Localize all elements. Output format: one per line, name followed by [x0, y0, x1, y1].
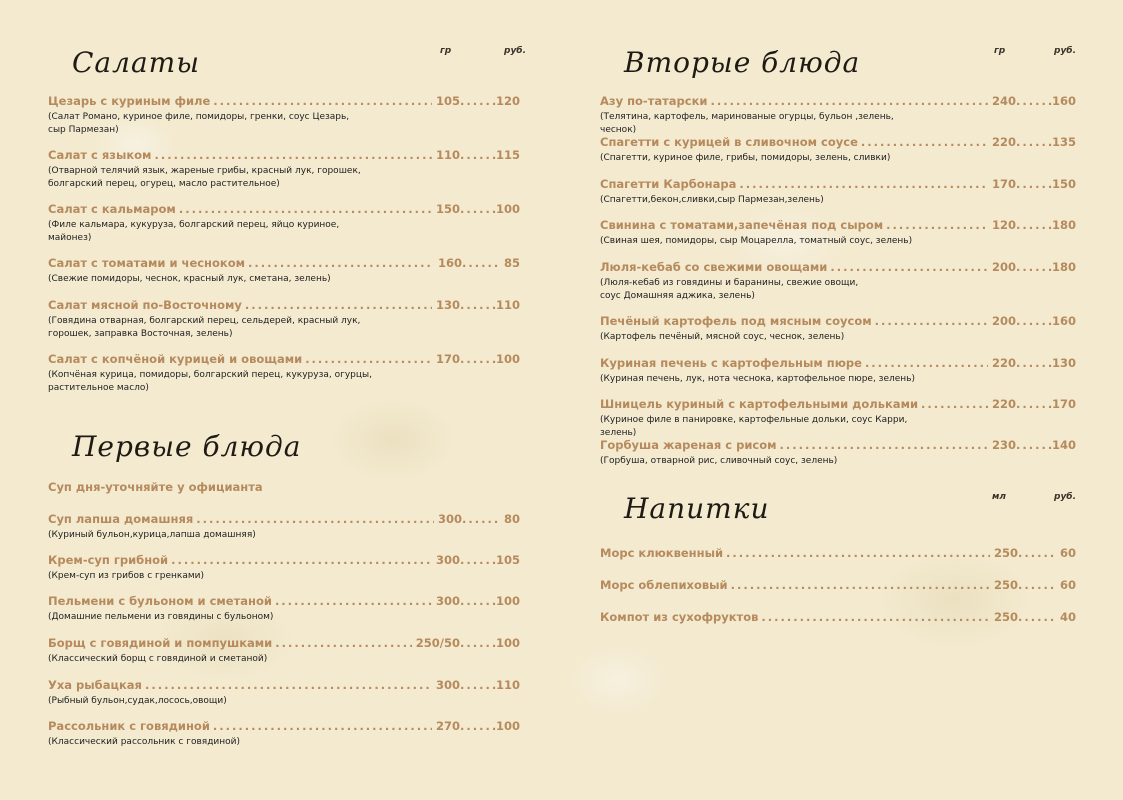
- item-description: (Классический борщ с говядиной и сметаной): [48, 654, 268, 664]
- item-name: Салат с томатами и чесноком: [48, 256, 246, 270]
- item-price: 100: [495, 719, 520, 733]
- item-description: (Картофель печёный, мясной соус, чеснок, зелень): [600, 332, 845, 342]
- item-weight: 170: [991, 177, 1016, 191]
- menu-item: [48, 298, 520, 341]
- item-price: 115: [495, 148, 520, 162]
- item-price: 150: [1051, 177, 1076, 191]
- soup-of-day-text: Суп дня-уточняйте у официанта: [48, 480, 263, 494]
- item-price: 80: [503, 512, 520, 526]
- item-name: Суп лапша домашняя: [48, 512, 194, 526]
- item-weight: 240: [991, 94, 1016, 108]
- item-weight: 130: [435, 298, 460, 312]
- item-name: Печёный картофель под мясным соусом: [600, 314, 872, 328]
- item-weight: 120: [991, 218, 1016, 232]
- item-name: Люля-кебаб со свежими овощами: [600, 260, 828, 274]
- item-description: (Домашние пельмени из говядины с бульоном): [48, 612, 274, 622]
- item-weight: 160: [437, 256, 462, 270]
- item-description: (Спагетти, куриное филе, грибы, помидоры, зелень, сливки): [600, 153, 891, 163]
- menu-item: [600, 218, 1076, 248]
- item-description: (Отварной телячий язык, жареные грибы, красный лук, горошек, болгарский перец, огурец, масло растительное): [48, 166, 361, 189]
- item-description: (Говядина отварная, болгарский перец, сельдерей, красный лук, горошек, заправка Восточная, зелень): [48, 316, 361, 339]
- menu-item: [600, 610, 1076, 624]
- item-weight: 300: [435, 678, 460, 692]
- item-volume: 250: [993, 578, 1018, 592]
- item-price: 120: [495, 94, 520, 108]
- menu-item: [48, 94, 520, 137]
- item-description: (Салат Романо, куриное филе, помидоры, гренки, соус Цезарь, сыр Пармезан): [48, 112, 350, 135]
- item-name: Уха рыбацкая: [48, 678, 142, 692]
- item-price: 60: [1059, 546, 1076, 560]
- item-name: Свинина с томатами,запечёная под сыром: [600, 218, 884, 232]
- item-name: Компот из сухофруктов: [600, 610, 759, 624]
- item-weight: 230: [991, 438, 1016, 452]
- item-weight: 105: [435, 94, 460, 108]
- section-title-second-courses: Вторые блюда: [624, 46, 861, 79]
- menu-item: [48, 594, 520, 624]
- item-price: 140: [1051, 438, 1076, 452]
- menu-item: [48, 512, 520, 542]
- item-price: 110: [495, 678, 520, 692]
- item-weight: 300: [437, 512, 462, 526]
- unit-price-label: руб.: [504, 46, 527, 56]
- menu-item: [48, 148, 520, 191]
- menu-item: [600, 578, 1076, 592]
- menu-item: [48, 636, 520, 666]
- unit-price-label: руб.: [1054, 46, 1077, 56]
- menu-item: [48, 352, 520, 395]
- item-weight: 200: [991, 314, 1016, 328]
- item-weight: 300: [435, 553, 460, 567]
- item-price: 100: [495, 202, 520, 216]
- item-price: 100: [495, 636, 520, 650]
- item-weight: 220: [991, 397, 1016, 411]
- item-description: (Свиная шея, помидоры, сыр Моцарелла, томатный соус, зелень): [600, 236, 913, 246]
- menu-item: [600, 438, 1076, 468]
- item-weight: 110: [435, 148, 460, 162]
- section-title-salads: Салаты: [72, 46, 200, 79]
- item-name: Горбуша жареная с рисом: [600, 438, 777, 452]
- menu-item: [48, 202, 520, 245]
- item-weight: 270: [435, 719, 460, 733]
- item-description: (Куриное филе в панировке, картофельные дольки, соус Карри, зелень): [600, 415, 908, 438]
- menu-item: [600, 356, 1076, 386]
- item-name: Пельмени с бульоном и сметаной: [48, 594, 272, 608]
- item-price: 60: [1059, 578, 1076, 592]
- unit-price-label: руб.: [1054, 492, 1077, 502]
- menu-item: [600, 260, 1076, 303]
- item-description: (Телятина, картофель, маринованые огурцы, бульон ,зелень, чеснок): [600, 112, 894, 135]
- item-weight: 170: [435, 352, 460, 366]
- item-volume: 250: [993, 610, 1018, 624]
- menu-item: [48, 719, 520, 749]
- menu-item: [600, 397, 1076, 440]
- item-description: (Горбуша, отварной рис, сливочный соус, зелень): [600, 456, 838, 466]
- section-title-drinks: Напитки: [624, 492, 770, 525]
- item-description: (Куриный бульон,курица,лапша домашняя): [48, 530, 256, 540]
- item-name: Куриная печень с картофельным пюре: [600, 356, 862, 370]
- item-price: 135: [1051, 135, 1076, 149]
- item-description: (Крем-суп из грибов с гренками): [48, 571, 204, 581]
- item-name: Салат с копчёной курицей и овощами: [48, 352, 303, 366]
- item-weight: 220: [991, 135, 1016, 149]
- item-description: (Люля-кебаб из говядины и баранины, свежие овощи, соус Домашняя аджика, зелень): [600, 278, 859, 301]
- item-price: 85: [503, 256, 520, 270]
- item-weight: 150: [435, 202, 460, 216]
- item-price: 180: [1051, 218, 1076, 232]
- item-price: 100: [495, 594, 520, 608]
- item-weight: 220: [991, 356, 1016, 370]
- item-description: (Рыбный бульон,судак,лосось,овощи): [48, 696, 227, 706]
- menu-item: [600, 546, 1076, 560]
- item-volume: 250: [993, 546, 1018, 560]
- item-description: (Спагетти,бекон,сливки,сыр Пармезан,зелень): [600, 195, 824, 205]
- item-name: Крем-суп грибной: [48, 553, 169, 567]
- menu-item: [600, 177, 1076, 207]
- item-name: Азу по-татарски: [600, 94, 708, 108]
- item-description: (Куриная печень, лук, нота чеснока, картофельное пюре, зелень): [600, 374, 915, 384]
- item-price: 170: [1051, 397, 1076, 411]
- item-weight: 250/50: [415, 636, 460, 650]
- item-weight: 300: [435, 594, 460, 608]
- item-price: 40: [1059, 610, 1076, 624]
- item-name: Спагетти с курицей в сливочном соусе: [600, 135, 858, 149]
- item-name: Морс клюквенный: [600, 546, 724, 560]
- menu-item: [600, 94, 1076, 137]
- item-price: 130: [1051, 356, 1076, 370]
- item-description: (Копчёная курица, помидоры, болгарский перец, кукуруза, огурцы, растительное масло): [48, 370, 372, 393]
- unit-weight-label: гр: [440, 46, 452, 56]
- menu-item: [600, 135, 1076, 165]
- item-price: 160: [1051, 94, 1076, 108]
- item-name: Шницель куриный с картофельными дольками: [600, 397, 919, 411]
- unit-volume-label: мл: [992, 492, 1006, 502]
- section-title-first-courses: Первые блюда: [72, 430, 302, 463]
- item-description: (Классический рассольник с говядиной): [48, 737, 241, 747]
- unit-weight-label: гр: [994, 46, 1006, 56]
- item-description: (Филе кальмара, кукуруза, болгарский перец, яйцо куриное, майонез): [48, 220, 340, 243]
- item-name: Морс облепиховый: [600, 578, 728, 592]
- menu-item: [48, 256, 520, 286]
- menu-item: [600, 314, 1076, 344]
- item-name: Спагетти Карбонара: [600, 177, 737, 191]
- item-description: (Свежие помидоры, чеснок, красный лук, сметана, зелень): [48, 274, 331, 284]
- item-name: Салат с языком: [48, 148, 152, 162]
- item-weight: 200: [991, 260, 1016, 274]
- item-price: 100: [495, 352, 520, 366]
- item-name: Салат мясной по-Восточному: [48, 298, 242, 312]
- item-price: 110: [495, 298, 520, 312]
- menu-item: [48, 678, 520, 708]
- item-price: 105: [495, 553, 520, 567]
- item-name: Салат с кальмаром: [48, 202, 176, 216]
- item-name: Борщ с говядиной и помпушками: [48, 636, 273, 650]
- item-price: 180: [1051, 260, 1076, 274]
- item-price: 160: [1051, 314, 1076, 328]
- soup-of-day-note: [48, 480, 520, 494]
- menu-item: [48, 553, 520, 583]
- item-name: Рассольник с говядиной: [48, 719, 210, 733]
- item-name: Цезарь с куриным филе: [48, 94, 211, 108]
